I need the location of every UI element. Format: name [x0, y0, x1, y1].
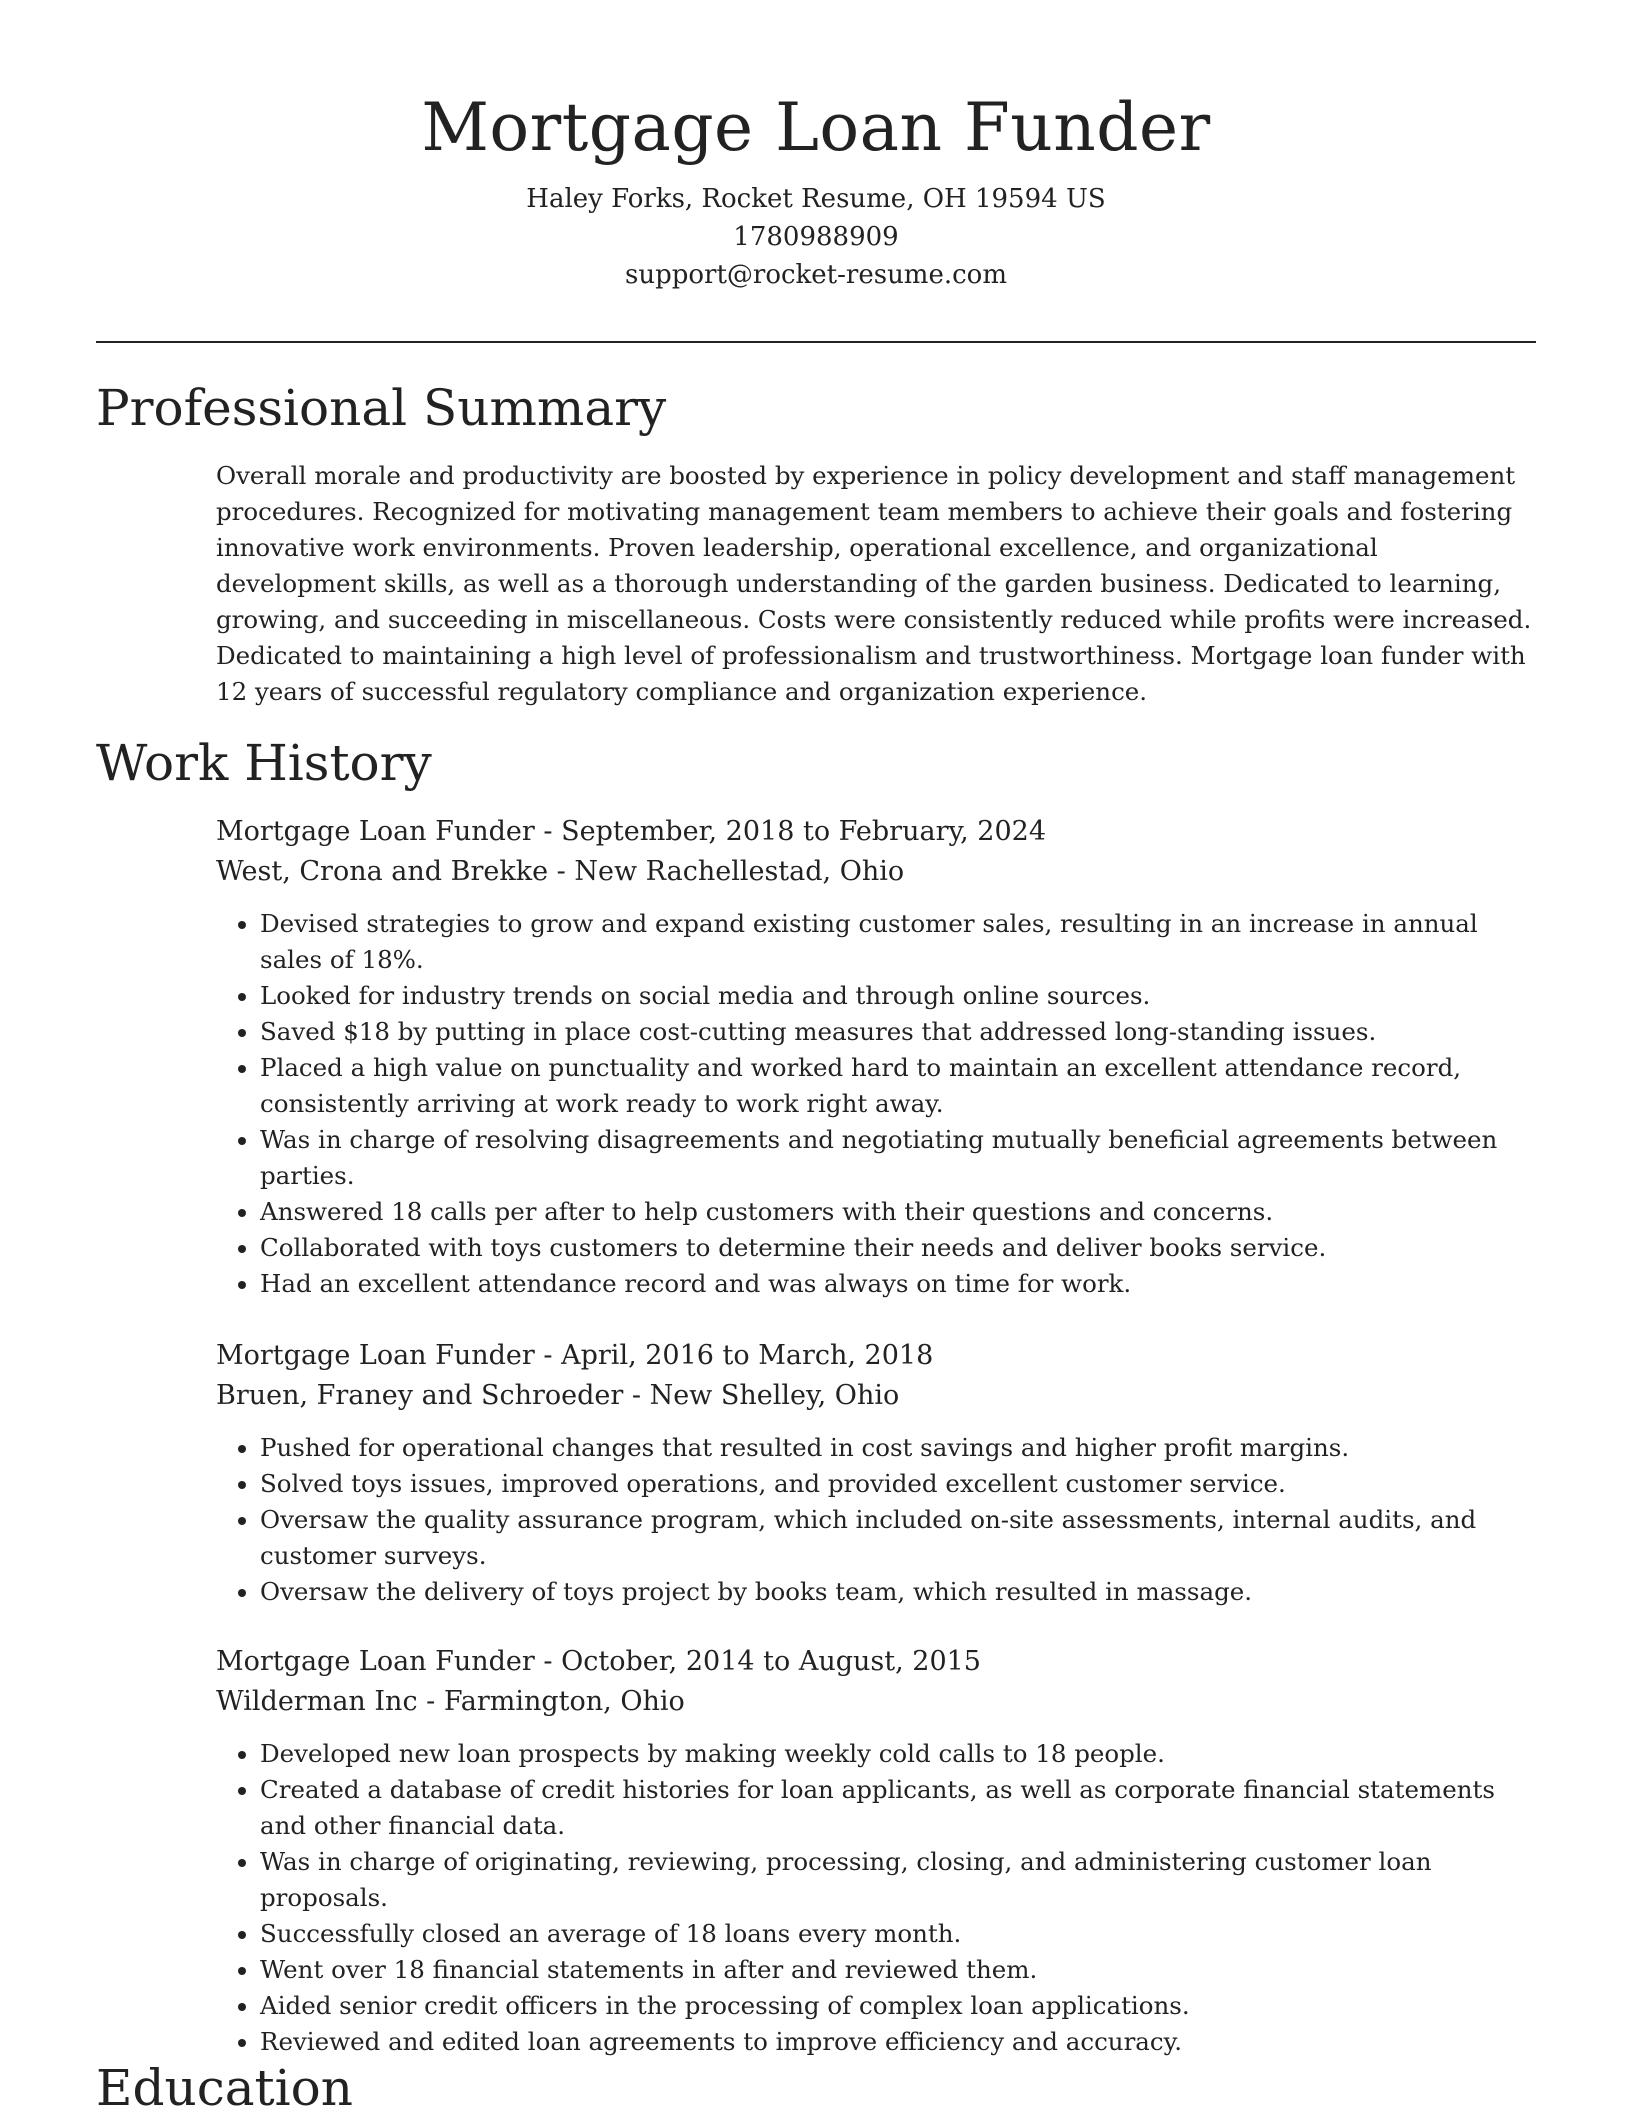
resume-name: Mortgage Loan Funder — [421, 89, 1211, 166]
job-title-line — [216, 812, 1536, 852]
list-item: • Developed new loan prospects by making weekly cold calls to 18 people. — [260, 1736, 1536, 1772]
summary-text: Overall morale and productivity are boosted by experience in policy development and staff management procedures. Recognized for motivating management team members to achieve their goals and fostering innovative work environments. Proven leadership, operational excellence, and organizational development skills, as well as a thorough understanding of the garden business. Dedicated to learning, growing, and succeeding in miscellaneous. Costs were consistently reduced while profits were increased. Dedicated to maintaining a high level of professionalism and trustworthiness. Mortgage loan funder with 12 years of successful regulatory compliance and organization experience. — [216, 461, 1532, 706]
contact-phone: 1780988909 — [733, 222, 899, 252]
job-dates: - April, 2016 to March, 2018 — [534, 1340, 934, 1371]
work-history-heading: Work History — [96, 734, 432, 792]
job-dates: - October, 2014 to August, 2015 — [534, 1646, 981, 1677]
list-item: • Saved $18 by putting in place cost-cutting measures that addressed long-standing issues. — [260, 1014, 1536, 1050]
job-company-line — [216, 852, 1536, 892]
job-entry — [216, 1336, 1536, 1610]
job-title-line — [216, 1642, 1536, 1682]
job-role: Mortgage Loan Funder — [216, 816, 535, 847]
job-company-line — [216, 1376, 1536, 1416]
job-company: Wilderman Inc — [216, 1686, 418, 1717]
contact-address: Haley Forks, Rocket Resume, OH 19594 US — [526, 184, 1106, 214]
job-company: Bruen, Franey and Schroeder — [216, 1380, 624, 1411]
list-item: • Pushed for operational changes that resulted in cost savings and higher profit margins. — [260, 1430, 1536, 1466]
header-divider — [96, 341, 1536, 343]
job-location: - New Shelley, Ohio — [623, 1380, 900, 1411]
job-bullets — [216, 1430, 1536, 1610]
list-item: • Had an excellent attendance record and was always on time for work. — [260, 1266, 1536, 1302]
list-item: • Oversaw the quality assurance program, which included on-site assessments, internal audits, and customer surveys. — [260, 1502, 1536, 1574]
contact-block — [0, 180, 1632, 294]
list-item: • Answered 18 calls per after to help customers with their questions and concerns. — [260, 1194, 1536, 1230]
job-location: - New Rachellestad, Ohio — [548, 856, 905, 887]
resume-header — [0, 0, 1632, 294]
contact-email: support@rocket-resume.com — [624, 260, 1007, 290]
job-role: Mortgage Loan Funder — [216, 1340, 535, 1371]
list-item: • Reviewed and edited loan agreements to improve efficiency and accuracy. — [260, 2024, 1536, 2060]
list-item: • Solved toys issues, improved operations, and provided excellent customer service. — [260, 1466, 1536, 1502]
list-item: • Aided senior credit officers in the processing of complex loan applications. — [260, 1988, 1536, 2024]
list-item: • Looked for industry trends on social media and through online sources. — [260, 978, 1536, 1014]
summary-heading: Professional Summary — [96, 379, 667, 437]
job-location: - Farmington, Ohio — [417, 1686, 685, 1717]
list-item: • Placed a high value on punctuality and worked hard to maintain an excellent attendance record, consistently arriving at work ready to work right away. — [260, 1050, 1536, 1122]
job-company-line — [216, 1682, 1536, 1722]
list-item: • Successfully closed an average of 18 loans every month. — [260, 1916, 1536, 1952]
job-bullets — [216, 906, 1536, 1302]
job-title-line — [216, 1336, 1536, 1376]
list-item: • Went over 18 financial statements in after and reviewed them. — [260, 1952, 1536, 1988]
list-item: • Was in charge of resolving disagreements and negotiating mutually beneficial agreements between parties. — [260, 1122, 1536, 1194]
list-item: • Was in charge of originating, reviewing, processing, closing, and administering customer loan proposals. — [260, 1844, 1536, 1916]
list-item: • Devised strategies to grow and expand existing customer sales, resulting in an increase in annual sales of 18%. — [260, 906, 1536, 978]
list-item: • Created a database of credit histories for loan applicants, as well as corporate financial statements and other financial data. — [260, 1772, 1536, 1844]
job-entry — [216, 812, 1536, 1302]
job-bullets — [216, 1736, 1536, 2060]
education-heading: Education — [96, 2059, 353, 2117]
job-entry — [216, 1642, 1536, 2060]
job-company: West, Crona and Brekke — [216, 856, 549, 887]
list-item: • Collaborated with toys customers to determine their needs and deliver books service. — [260, 1230, 1536, 1266]
job-dates: - September, 2018 to February, 2024 — [534, 816, 1047, 847]
list-item: • Oversaw the delivery of toys project by books team, which resulted in massage. — [260, 1574, 1536, 1610]
job-role: Mortgage Loan Funder — [216, 1646, 535, 1677]
